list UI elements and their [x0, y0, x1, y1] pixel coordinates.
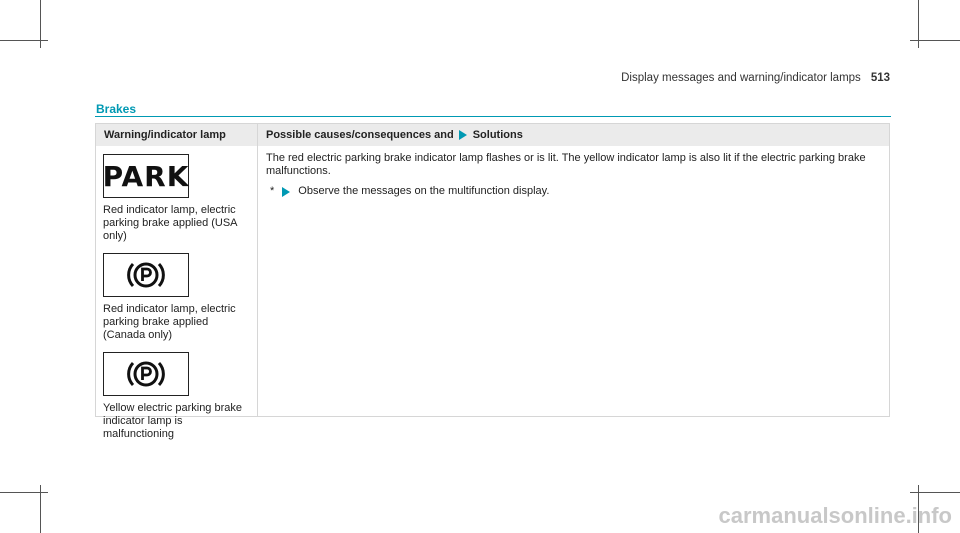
table-header: [96, 124, 889, 146]
page-header-title: Display messages and warning/indicator lamps: [621, 72, 861, 84]
column-divider: [257, 124, 258, 416]
circled-p-icon: [103, 352, 189, 396]
crop-mark: [0, 40, 48, 41]
section-divider: [95, 116, 891, 117]
circled-p-icon-graphic: [124, 256, 168, 294]
arrow-right-icon: [282, 187, 290, 197]
watermark-text: carmanualsonline.info: [718, 503, 952, 528]
col1-header: Warning/indicator lamp: [104, 129, 226, 141]
step-text: Observe the messages on the multifunction display.: [298, 185, 550, 197]
page-number: 513: [870, 72, 890, 84]
lamp-description: Red indicator lamp, electric parking brake applied (Canada only): [103, 303, 236, 341]
circled-p-icon-graphic: [124, 355, 168, 393]
step-asterisk: *: [270, 185, 275, 197]
page-header: [621, 72, 890, 84]
crop-mark: [910, 492, 960, 493]
section-title: Brakes: [96, 102, 137, 116]
causes-column: [266, 152, 876, 198]
crop-mark: [910, 40, 960, 41]
arrow-right-icon: [459, 130, 467, 140]
col2-header-solutions: Solutions: [472, 129, 523, 141]
lamp-column: [103, 154, 253, 451]
park-text-icon: [103, 154, 189, 198]
park-lamp-symbol: PARK: [102, 159, 190, 193]
solution-step: [266, 185, 876, 198]
lamp-description: Red indicator lamp, electric parking brake applied (USA only): [103, 204, 237, 242]
col2-header: [266, 129, 523, 141]
col2-header-causes: Possible causes/consequences and: [266, 129, 454, 141]
circled-p-icon: [103, 253, 189, 297]
lamp-description: Yellow electric parking brake indicator lamp is malfunctioning: [103, 402, 242, 440]
crop-mark: [0, 492, 48, 493]
cause-text: The red electric parking brake indicator lamp flashes or is lit. The yellow indicator lamp is also lit if the electric parking brake malfunctions.: [266, 152, 866, 177]
warning-lamp-table: [95, 123, 890, 440]
